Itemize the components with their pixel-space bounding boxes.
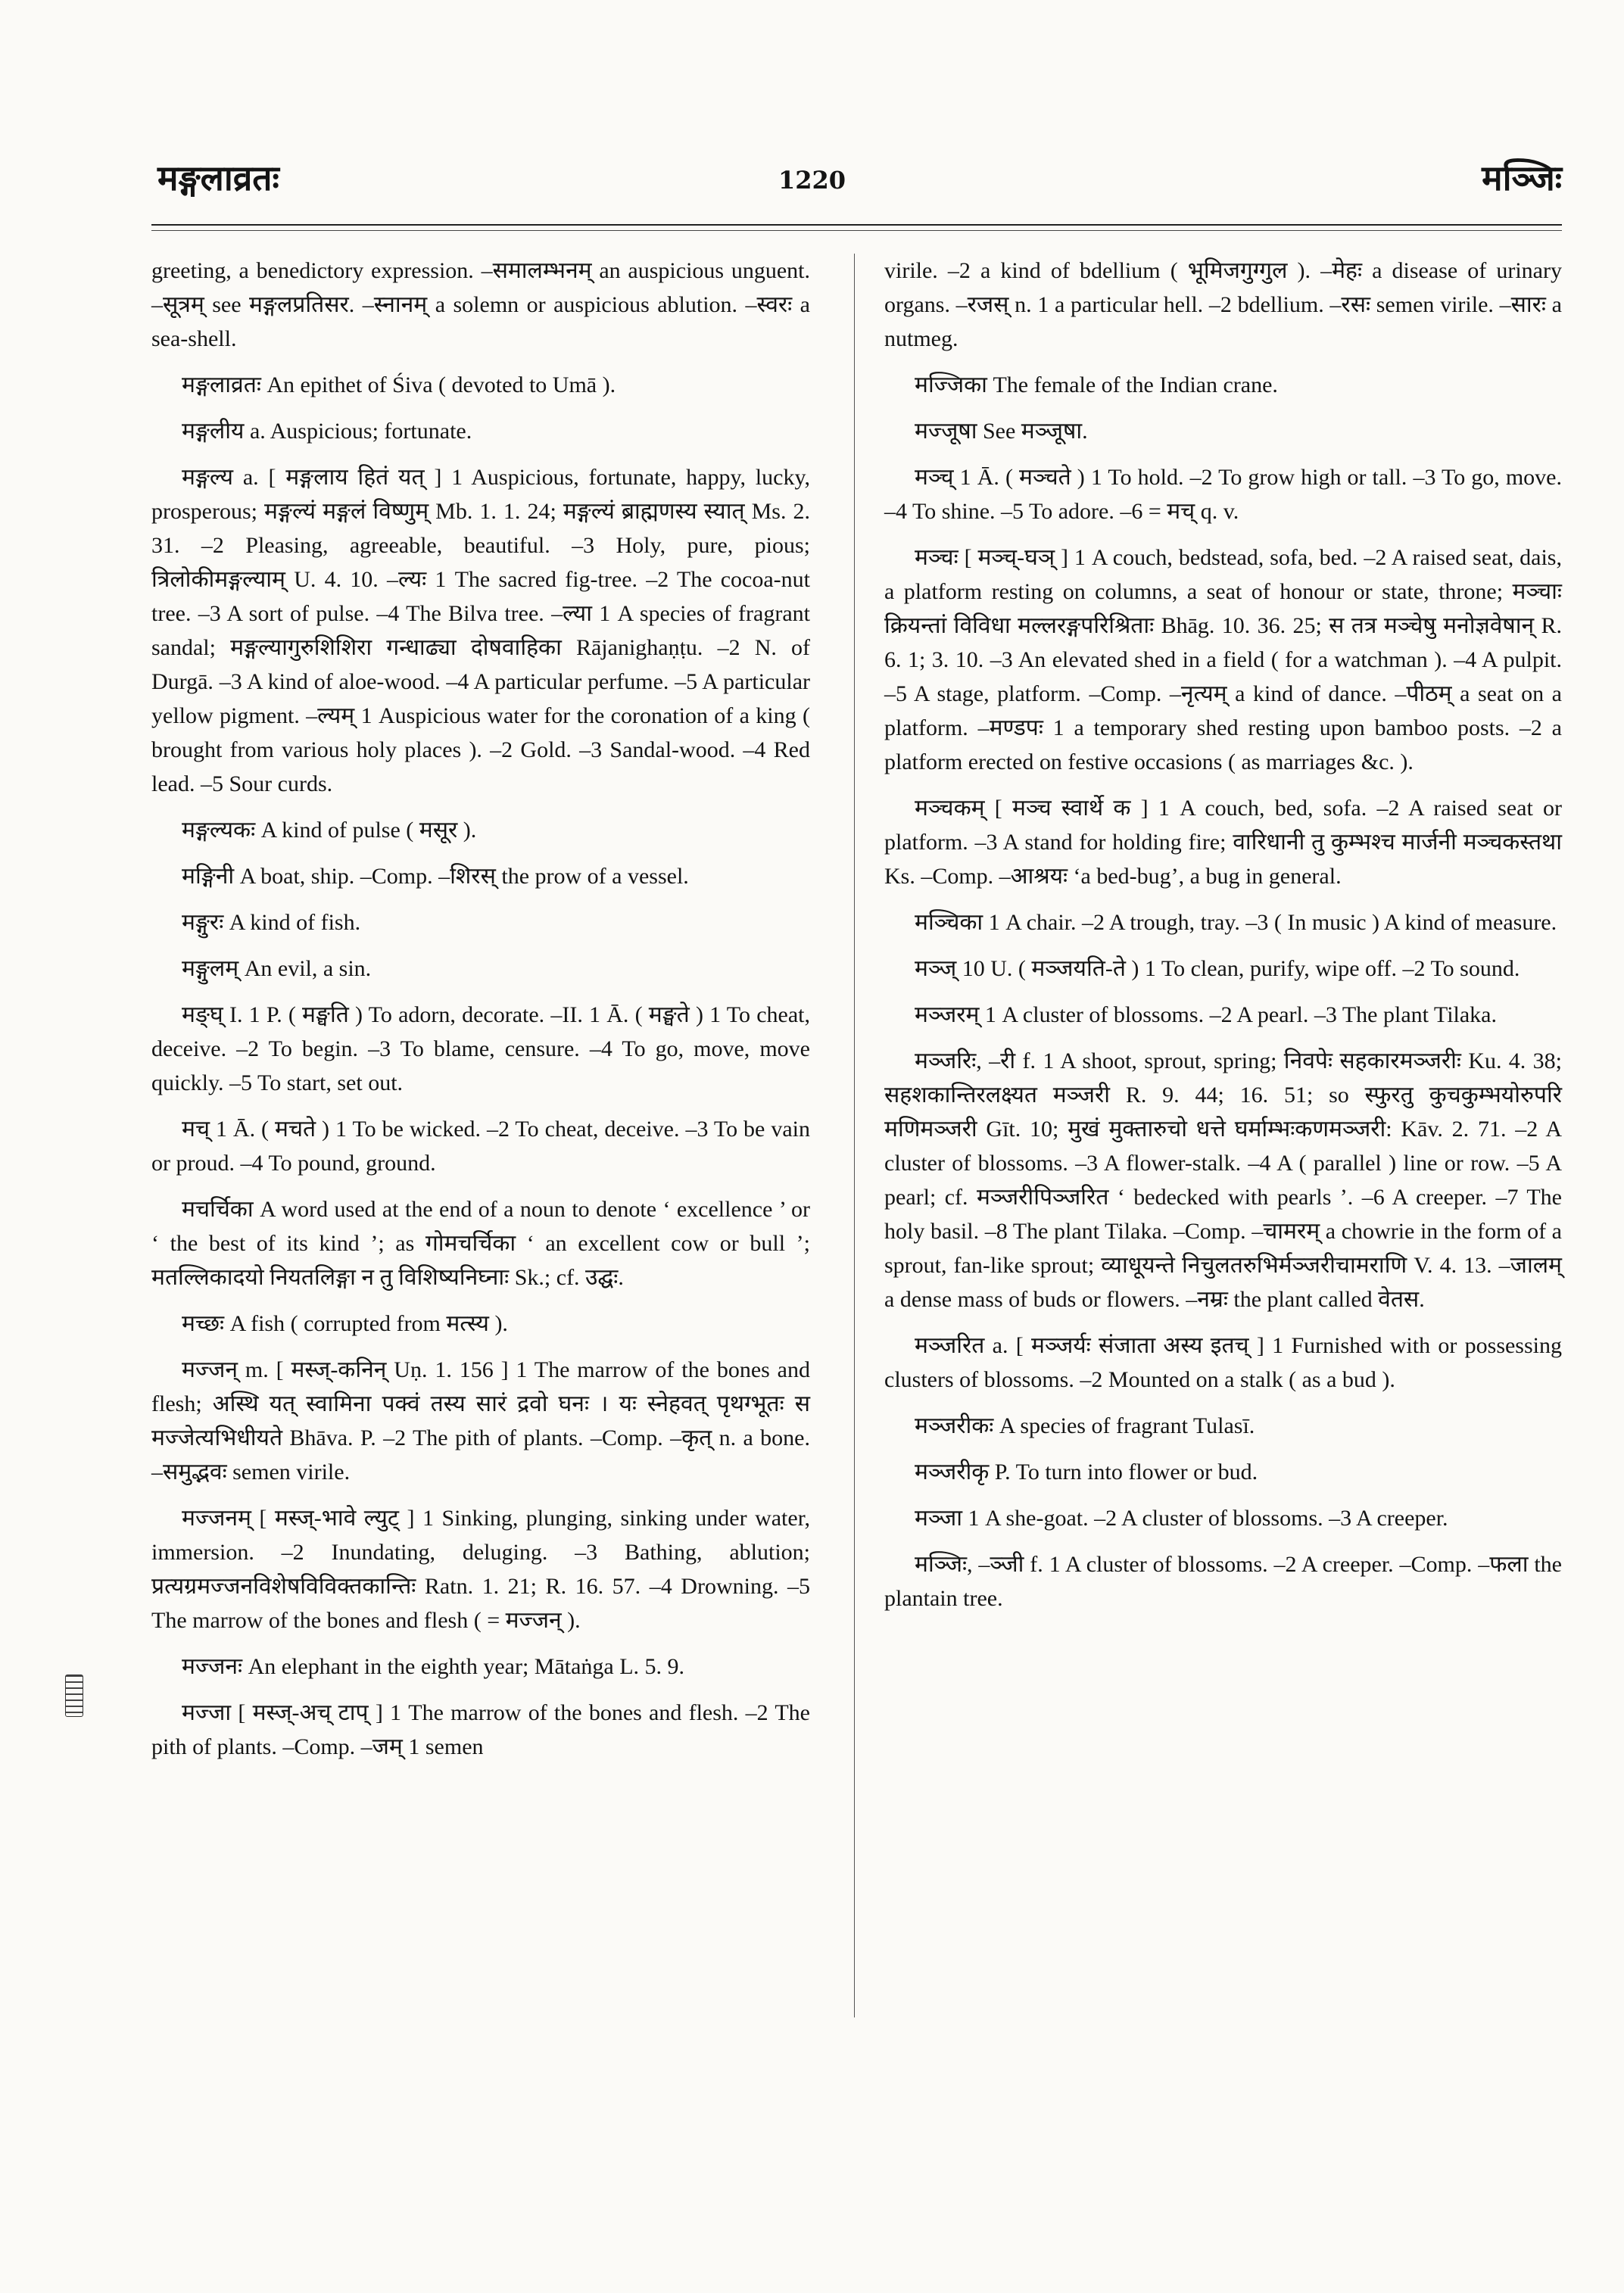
right-column xyxy=(884,254,1562,1628)
dictionary-entry: मङ्गुलम् An evil, a sin. xyxy=(182,956,372,981)
dictionary-entry: मञ्जरम् 1 A cluster of blossoms. –2 A pearl. –3 The plant Tilaka. xyxy=(915,1002,1497,1027)
dictionary-entry: मञ्च् 1 Ā. ( मञ्चते ) 1 To hold. –2 To grow high or tall. –3 To go, move. –4 To shine. –5 To adore. –6 = मच् q. v. xyxy=(884,465,1562,524)
dictionary-entry: मङ्गलाव्रतः An epithet of Śiva ( devoted to Umā ). xyxy=(182,372,616,397)
dictionary-entry: greeting, a benedictory expression. –समालम्भनम् an auspicious unguent. –सूत्रम् see मङ्गलप्रतिसर. –स्नानम् a solemn or auspicious ablution. –स्वरः a sea-shell. xyxy=(151,258,810,351)
dictionary-entry: मज्जा [ मस्ज्-अच् टाप् ] 1 The marrow of the bones and flesh. –2 The pith of plants. –Comp. –जम् 1 semen xyxy=(151,1700,810,1759)
dictionary-entry: मञ्जा 1 A she-goat. –2 A cluster of blossoms. –3 A creeper. xyxy=(915,1506,1448,1531)
dictionary-entry: मञ्चकम् [ मञ्च स्वार्थे क ] 1 A couch, bed, sofa. –2 A raised seat or platform. –3 A stand for holding fire; वारिधानी तु कुम्भश्च मार्जनी मञ्चकस्तथा Ks. –Comp. –आश्रयः ‘a bed-bug’, a bug in general. xyxy=(884,796,1562,889)
dictionary-entry: मङ्गुरः A kind of fish. xyxy=(182,910,361,935)
dictionary-entry: मञ्ज् 10 U. ( मञ्जयति-ते ) 1 To clean, purify, wipe off. –2 To sound. xyxy=(915,956,1520,981)
left-column xyxy=(151,254,810,1776)
dictionary-entry: मङ्गिनी A boat, ship. –Comp. –शिरस् the prow of a vessel. xyxy=(182,864,689,889)
dictionary-entry: मज्जनम् [ मस्ज्-भावे ल्युट् ] 1 Sinking, plunging, sinking under water, immersion. –2 Inundating, deluging. –3 Bathing, ablution; प्रत्यग्रमज्जनविशेषविविक्तकान्तिः Ratn. 1. 21; R. 16. 57. –4 Drowning. –5 The marrow of the bones and flesh ( = मज्जन् ). xyxy=(151,1506,810,1633)
dictionary-entry: मङ्गल्य a. [ मङ्गलाय हितं यत् ] 1 Auspicious, fortunate, happy, lucky, prosperous; मङ्गल्यं मङ्गलं विष्णुम् Mb. 1. 1. 24; मङ्गल्यं ब्राह्मणस्य स्यात् Ms. 2. 31. –2 Pleasing, agreeable, beautiful. –3 Holy, pure, pious; त्रिलोकीमङ्गल्याम् U. 4. 10. –ल्यः 1 The sacred fig-tree. –2 The cocoa-nut tree. –3 A sort of pulse. –4 The Bilva tree. –ल्या 1 A species of fragrant sandal; मङ्गल्यागुरुशिशिरा गन्धाढ्या दोषवाहिका Rājanighaṇṭu. –2 N. of Durgā. –3 A kind of aloe-wood. –4 A particular perfume. –5 A particular yellow pigment. –ल्यम् 1 Auspicious water for the coronation of a king ( brought from various holy places ). –2 Gold. –3 Sandal-wood. –4 Red lead. –5 Sour curds. xyxy=(151,465,810,796)
dictionary-entry: मञ्जरीकृ P. To turn into flower or bud. xyxy=(915,1460,1258,1485)
dictionary-entry: मङ्गल्यकः A kind of pulse ( मसूर ). xyxy=(182,818,477,843)
dictionary-entry: मञ्चिका 1 A chair. –2 A trough, tray. –3 ( In music ) A kind of measure. xyxy=(915,910,1557,935)
margin-scan-mark xyxy=(65,1675,83,1717)
header-left-catchword: मङ्गलाव्रतः xyxy=(157,157,279,198)
dictionary-entry: मङ्घ् I. 1 P. ( मङ्घति ) To adorn, decorate. –II. 1 Ā. ( मङ्घते ) 1 To cheat, deceive. –2 To begin. –3 To blame, censure. –4 To go, move, move quickly. –5 To start, set out. xyxy=(151,1002,810,1095)
dictionary-entry: मज्जिका The female of the Indian crane. xyxy=(915,372,1278,397)
dictionary-entry: मञ्जरित a. [ मञ्जर्यः संजाता अस्य इतच् ] 1 Furnished with or possessing clusters of blossoms. –2 Mounted on a stalk ( as a bud ). xyxy=(884,1333,1562,1392)
header-rule-thin xyxy=(151,230,1562,231)
dictionary-entry: virile. –2 a kind of bdellium ( भूमिजगुग्गुल ). –मेहः a disease of urinary organs. –रजस् n. 1 a particular hell. –2 bdellium. –रसः semen virile. –सारः a nutmeg. xyxy=(884,258,1562,351)
dictionary-entry: मज्जनः An elephant in the eighth year; Mātaṅga L. 5. 9. xyxy=(182,1654,685,1679)
dictionary-entry: मच् 1 Ā. ( मचते ) 1 To be wicked. –2 To cheat, deceive. –3 To be vain or proud. –4 To pound, ground. xyxy=(151,1117,810,1176)
page-number: 1220 xyxy=(778,166,846,195)
dictionary-entry: मज्जन् m. [ मस्ज्-कनिन् Uṇ. 1. 156 ] 1 The marrow of the bones and flesh; अस्थि यत् स्वामिना पक्वं तस्य सारं द्रवो घनः । यः स्नेहवत् पृथग्भूतः स मज्जेत्यभिधीयते Bhāva. P. –2 The pith of plants. –Comp. –कृत् n. a bone. –समुद्भवः semen virile. xyxy=(151,1357,810,1485)
dictionary-entry: मचर्चिका A word used at the end of a noun to denote ‘ excellence ’ or ‘ the best of its kind ’; as गोमचर्चिका ‘ an excellent cow or bull ’; मतल्लिकादयो नियतलिङ्गा न तु विशिष्यनिघ्नाः Sk.; cf. उद्घः. xyxy=(151,1197,810,1290)
dictionary-entry: मञ्जरीकः A species of fragrant Tulasī. xyxy=(915,1413,1255,1438)
dictionary-entry: मज्जूषा See मञ्जूषा. xyxy=(915,419,1088,444)
dictionary-entry: मञ्चः [ मञ्च्-घञ् ] 1 A couch, bedstead, sofa, bed. –2 A raised seat, dais, a platform resting on columns, a seat of honour or state, throne; मञ्चाः क्रियन्तां विविधा मल्लरङ्गपरिश्रिताः Bhāg. 10. 36. 25; स तत्र मञ्चेषु मनोज्ञवेषान् R. 6. 1; 3. 10. –3 An elevated shed in a field ( for a watchman ). –4 A pulpit. –5 A stage, platform. –Comp. –नृत्यम् a kind of dance. –पीठम् a seat on a platform. –मण्डपः 1 a temporary shed resting upon bamboo posts. –2 a platform erected on festive occasions ( as marriages &c. ). xyxy=(884,545,1562,774)
header-right-catchword: मञ्जिः xyxy=(1482,157,1562,198)
dictionary-entry: मच्छः A fish ( corrupted from मत्स्य ). xyxy=(182,1311,508,1336)
header-rule xyxy=(151,224,1562,226)
dictionary-entry: मञ्जरिः, –री f. 1 A shoot, sprout, spring; निवपेः सहकारमञ्जरीः Ku. 4. 38; सहशकान्तिरलक्ष्यत मञ्जरी R. 9. 44; 16. 51; so स्फुरतु कुचकुम्भयोरुपरि मणिमञ्जरी Gīt. 10; मुखं मुक्तारुचो धत्ते घर्माम्भःकणमञ्जरी: Kāv. 2. 71. –2 A cluster of blossoms. –3 A flower-stalk. –4 A ( parallel ) line or row. –5 A pearl; cf. मञ्जरीपिञ्जरित ‘ bedecked with pearls ’. –6 A creeper. –7 The holy basil. –8 The plant Tilaka. –Comp. –चामरम् a chowrie in the form of a sprout, fan-like sprout; व्याधूयन्ते निचुलतरुभिर्मञ्जरीचामराणि V. 4. 13. –जालम् a dense mass of buds or flowers. –नम्रः the plant called वेतस. xyxy=(884,1048,1562,1312)
dictionary-entry: मञ्जिः, –ञ्जी f. 1 A cluster of blossoms. –2 A creeper. –Comp. –फला the plantain tree. xyxy=(884,1552,1562,1611)
column-divider xyxy=(854,254,855,2017)
dictionary-entry: मङ्गलीय a. Auspicious; fortunate. xyxy=(182,419,472,444)
